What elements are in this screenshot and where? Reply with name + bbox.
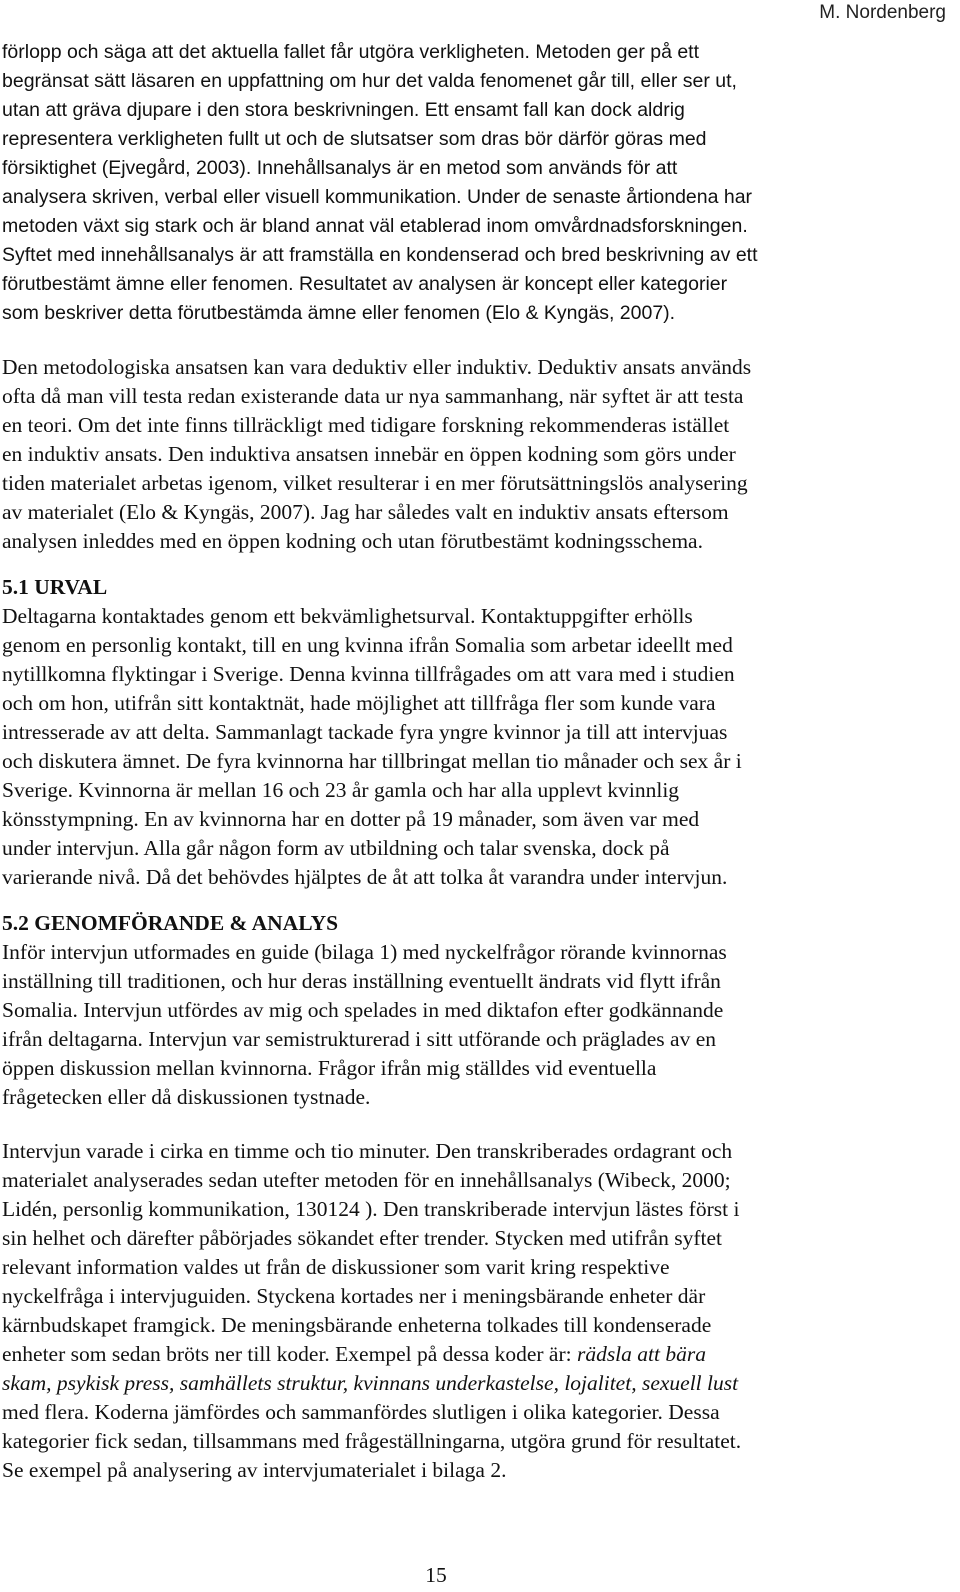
text-line: representera verkligheten fullt ut och de slutsatser som dras bör därför göras med — [2, 128, 707, 150]
text-line: med flera. Koderna jämfördes och sammanfördes slutligen i olika kategorier. Dessa — [2, 1400, 720, 1424]
text-line: Den metodologiska ansatsen kan vara deduktiv eller induktiv. Deduktiv ansats används — [2, 355, 752, 379]
paragraph-urval — [2, 602, 952, 892]
paragraph-method-description — [2, 38, 952, 328]
page-number: 15 — [425, 1563, 447, 1587]
text-line: Inför intervjun utformades en guide (bilaga 1) med nyckelfrågor rörande kvinnornas — [2, 940, 727, 964]
paragraph-genomforande-interview — [2, 938, 952, 1112]
text-line: och om hon, utifrån sitt kontaktnät, hade möjlighet att tillfråga fler som kunde vara — [2, 691, 716, 715]
text-line: nyckelfråga i intervjuguiden. Styckena kortades ner i meningsbärande enheter där — [2, 1284, 706, 1308]
text-line: utan att gräva djupare i den stora beskrivningen. Ett ensamt fall kan dock aldrig — [2, 99, 685, 121]
text-line: ofta då man vill testa redan existerande data ur nya sammanhang, när syftet är att testa — [2, 384, 744, 408]
text-line: Somalia. Intervjun utfördes av mig och spelades in med diktafon efter godkännande — [2, 998, 724, 1022]
text-line: en induktiv ansats. Den induktiva ansatsen innebär en öppen kodning som görs under — [2, 442, 736, 466]
codes-italic-text: rädsla att bära — [576, 1342, 706, 1366]
text-line: som beskriver detta förutbestämda ämne eller fenomen (Elo & Kyngäs, 2007). — [2, 302, 676, 324]
section-heading-genomforande: 5.2 GENOMFÖRANDE & ANALYS — [2, 911, 339, 935]
text-line: Deltagarna kontaktades genom ett bekvämlighetsurval. Kontaktuppgifter erhölls — [2, 604, 693, 628]
text-line-codes — [2, 1369, 952, 1398]
text-line: varierande nivå. Då det behövdes hjälptes de åt att tolka åt varandra under intervjun. — [2, 865, 728, 889]
text-line: öppen diskussion mellan kvinnorna. Frågor ifrån mig ställdes vid eventuella — [2, 1056, 657, 1080]
text-line: av materialet (Elo & Kyngäs, 2007). Jag har således valt en induktiv ansats eftersom — [2, 500, 729, 524]
text-line: analysen inleddes med en öppen kodning och utan förutbestämt kodningsschema. — [2, 529, 703, 553]
text-line-codes — [2, 1340, 952, 1369]
text-line: under intervjun. Alla går någon form av utbildning och talar svenska, dock på — [2, 836, 670, 860]
text-line: försiktighet (Ejvegård, 2003). Innehållsanalys är en metod som används för att — [2, 157, 678, 179]
text-line: inställning till traditionen, och hur deras inställning eventuellt ändrats vid flytt ifrån — [2, 969, 721, 993]
text-line: nytillkomna flyktingar i Sverige. Denna kvinna tillfrågades om att vara med i studien — [2, 662, 735, 686]
text-line: relevant information valdes ut från de diskussioner som varit kring respektive — [2, 1255, 670, 1279]
text-line: en teori. Om det inte finns tillräckligt med tidigare forskning rekommenderas istället — [2, 413, 730, 437]
text-line: genom en personlig kontakt, till en ung kvinna ifrån Somalia som arbetar ideellt med — [2, 633, 733, 657]
text-line: sin helhet och därefter påbörjades sökandet efter trender. Stycken med utifrån syftet — [2, 1226, 722, 1250]
text-line: ifrån deltagarna. Intervjun var semistrukturerad i sitt utförande och präglades av en — [2, 1027, 717, 1051]
text-line: och diskutera ämnet. De fyra kvinnorna har tillbringat mellan tio månader och sex år i — [2, 749, 742, 773]
text-line: förlopp och säga att det aktuella fallet får utgöra verkligheten. Metoden ger på ett — [2, 41, 700, 63]
paragraph-genomforande-analysis — [2, 1137, 952, 1485]
header-author: M. Nordenberg — [819, 2, 946, 23]
section-heading-urval: 5.1 URVAL — [2, 575, 108, 599]
text-line: kärnbudskapet framgick. De meningsbärande enheterna tolkades till kondenserade — [2, 1313, 712, 1337]
text-line: könsstympning. En av kvinnorna har en dotter på 19 månader, som även var med — [2, 807, 700, 831]
text-line: Lidén, personlig kommunikation, 130124 ). Den transkriberade intervjun lästes först i — [2, 1197, 740, 1221]
document-body — [2, 38, 952, 1485]
text-line: frågetecken eller då diskussionen tystnade. — [2, 1085, 371, 1109]
text-line: metoden växt sig stark och är bland annat väl etablerad inom omvårdnadsforskningen. — [2, 215, 748, 237]
codes-italic-text: skam, psykisk press, samhällets struktur, kvinnans underkastelse, lojalitet, sexuell lust — [2, 1371, 739, 1395]
text-line: begränsat sätt läsaren en uppfattning om hur det valda fenomenet går till, eller ser ut, — [2, 70, 737, 92]
text-line: analysera skriven, verbal eller visuell kommunikation. Under de senaste årtiondena har — [2, 186, 753, 208]
codes-intro-text: enheter som sedan bröts ner till koder. Exempel på dessa koder är: — [2, 1342, 577, 1366]
text-line: förutbestämt ämne eller fenomen. Resultatet av analysen är koncept eller kategorier — [2, 273, 728, 295]
text-line: tiden materialet arbetas igenom, vilket resulterar i en mer förutsättningslös analysering — [2, 471, 748, 495]
text-line: kategorier fick sedan, tillsammans med frågeställningarna, utgöra grund för resultatet. — [2, 1429, 742, 1453]
text-line: Sverige. Kvinnorna är mellan 16 och 23 år gamla och har alla upplevt kvinnlig — [2, 778, 680, 802]
paragraph-methodological-approach — [2, 353, 952, 556]
text-line: Syftet med innehållsanalys är att framställa en kondenserad och bred beskrivning av ett — [2, 244, 758, 266]
text-line: Se exempel på analysering av intervjumaterialet i bilaga 2. — [2, 1458, 507, 1482]
text-line: Intervjun varade i cirka en timme och tio minuter. Den transkriberades ordagrant och — [2, 1139, 733, 1163]
text-line: intresserade av att delta. Sammanlagt tackade fyra yngre kvinnor ja till att intervjuas — [2, 720, 728, 744]
text-line: materialet analyserades sedan utefter metoden för en innehållsanalys (Wibeck, 2000; — [2, 1168, 731, 1192]
